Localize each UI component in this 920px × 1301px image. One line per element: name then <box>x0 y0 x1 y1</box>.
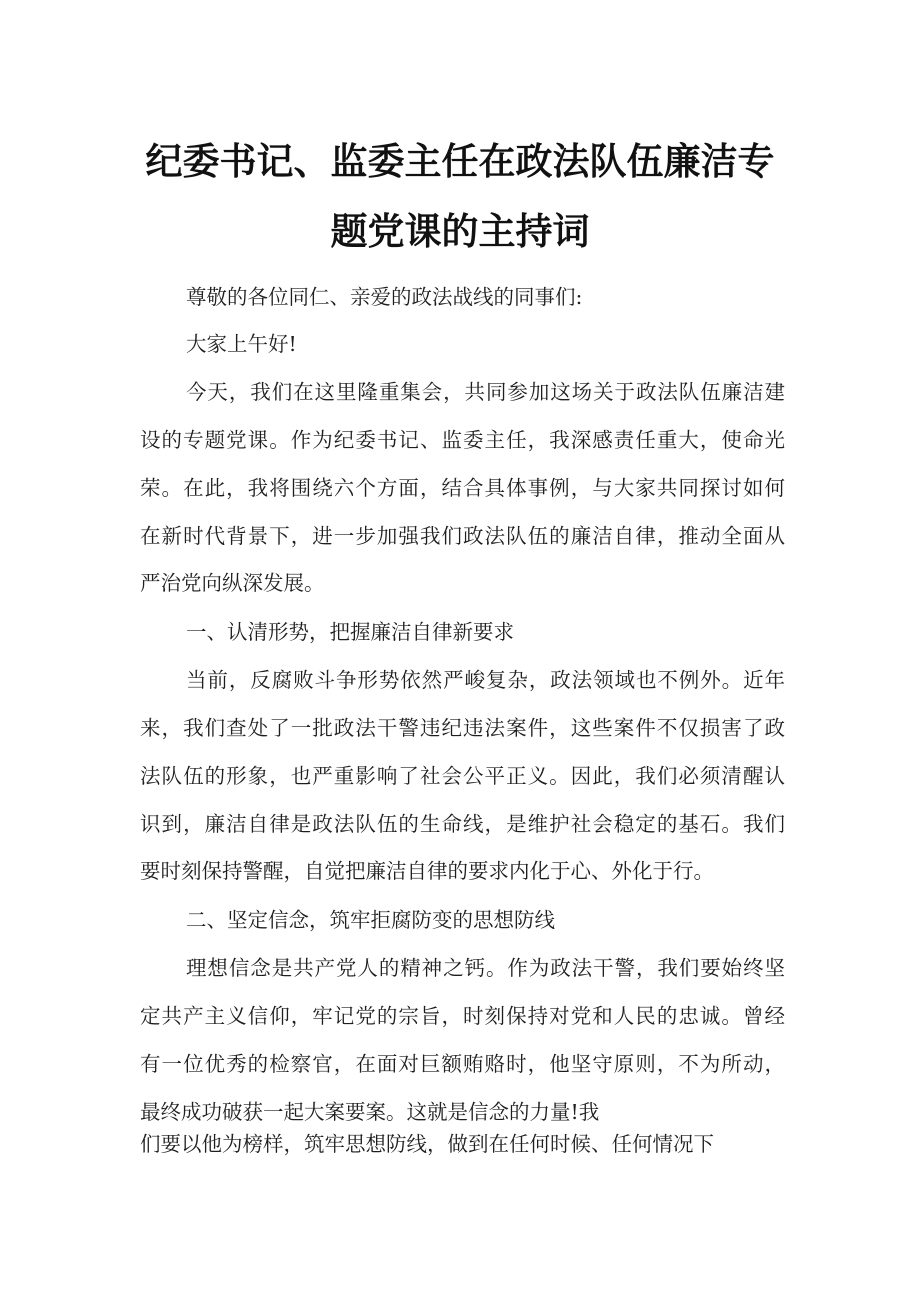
paragraph-line: 今天，我们在这里隆重集会，共同参加这场关于政法队伍廉洁建 <box>186 380 785 404</box>
salutation: 尊敬的各位同仁、亲爱的政法战线的同事们: <box>186 285 583 309</box>
paragraph-line: 最终成功破获一起大案要案。这就是信念的力量!我 <box>140 1100 600 1124</box>
paragraph-line: 定共产主义信仰，牢记党的宗旨，时刻保持对党和人民的忠诚。曾经 <box>140 1004 785 1028</box>
paragraph-line: 法队伍的形象，也严重影响了社会公平正义。因此，我们必须清醒认 <box>140 764 785 788</box>
paragraph-line: 有一位优秀的检察官，在面对巨额贿赂时，他坚守原则，不为所动， <box>140 1052 785 1076</box>
paragraph-line: 设的专题党课。作为纪委书记、监委主任，我深感责任重大，使命光 <box>140 428 785 452</box>
paragraph-line: 来，我们查处了一批政法干警违纪违法案件，这些案件不仅损害了政 <box>140 716 785 740</box>
paragraph-line: 识到，廉洁自律是政法队伍的生命线，是维护社会稳定的基石。我们 <box>140 812 785 836</box>
paragraph-line: 要时刻保持警醒，自觉把廉洁自律的要求内化于心、外化于行。 <box>140 859 714 883</box>
document-title-line-2: 题党课的主持词 <box>330 210 590 253</box>
document-title-line-1: 纪委书记、监委主任在政法队伍廉洁专 <box>145 140 775 183</box>
section-heading-1: 一、认清形势，把握廉洁自律新要求 <box>186 620 514 644</box>
greeting: 大家上午好! <box>186 332 297 356</box>
paragraph-line: 理想信念是共产党人的精神之钙。作为政法干警，我们要始终坚 <box>186 956 785 980</box>
paragraph-line: 当前，反腐败斗争形势依然严峻复杂，政法领域也不例外。近年 <box>186 668 785 692</box>
paragraph-line: 们要以他为榜样，筑牢思想防线，做到在任何时候、任何情况下 <box>140 1132 714 1156</box>
paragraph-line: 在新时代背景下，进一步加强我们政法队伍的廉洁自律，推动全面从 <box>140 524 785 548</box>
paragraph-line: 严治党向纵深发展。 <box>140 571 325 595</box>
paragraph-line: 荣。在此，我将围绕六个方面，结合具体事例，与大家共同探讨如何 <box>140 476 785 500</box>
section-heading-2: 二、坚定信念，筑牢拒腐防变的思想防线 <box>186 908 555 932</box>
